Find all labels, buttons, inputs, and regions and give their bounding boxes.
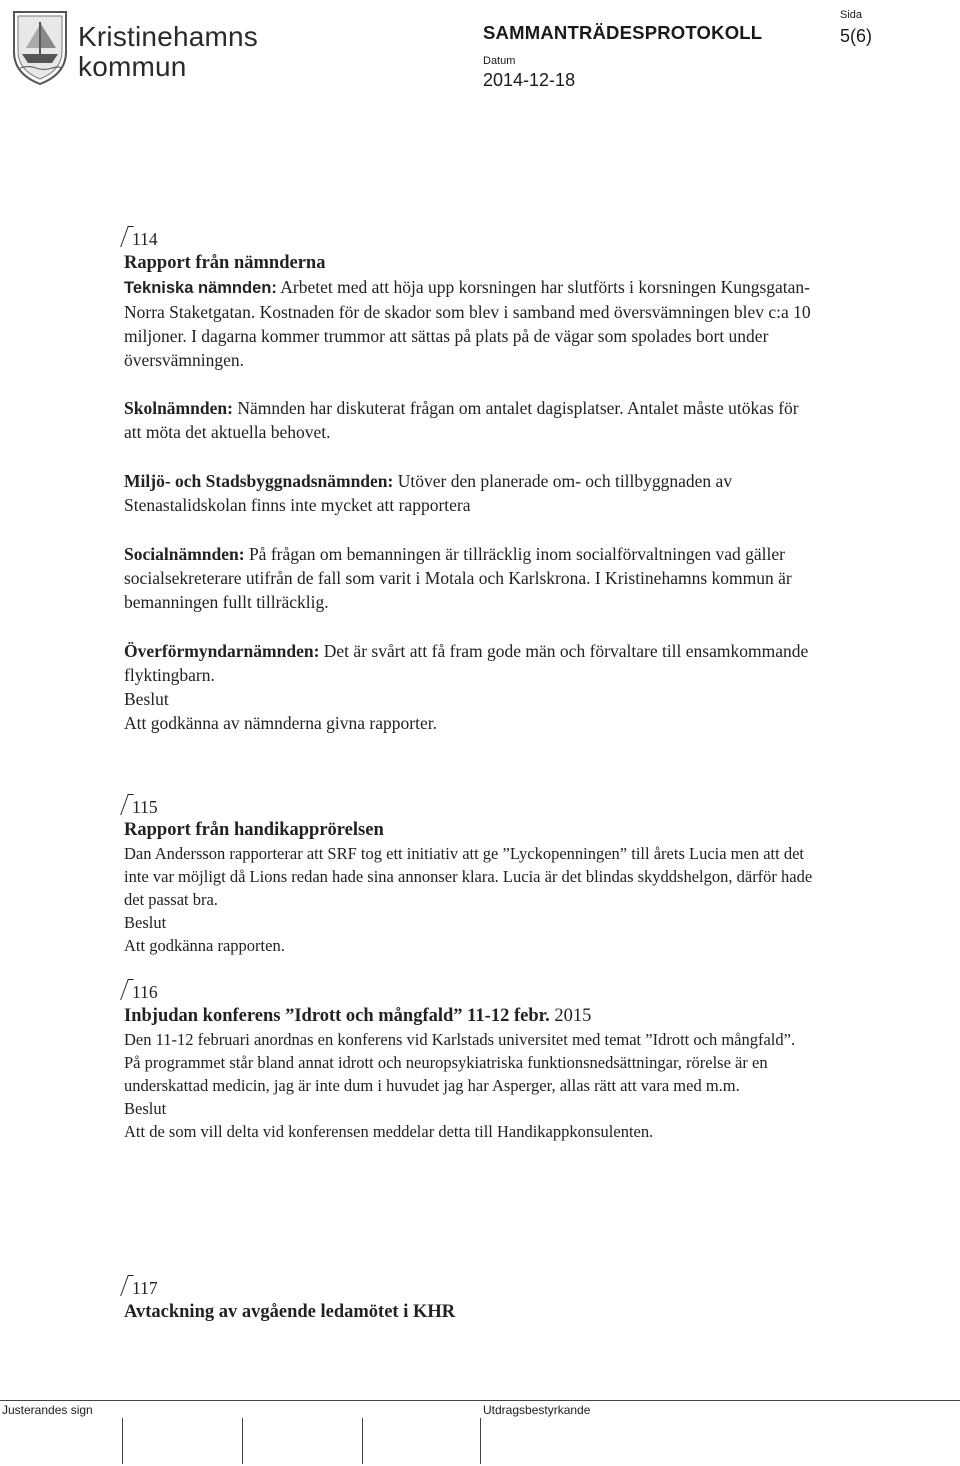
section-number: 116 bbox=[124, 979, 814, 1004]
section-body: Dan Andersson rapporterar att SRF tog ett initiativ att ge ”Lyckopenningen” till årets Lucia men att det inte var möjligt då Lions redan hade sina annonser klara. Lucia är det blindas skyddshelgon, därför hade det passat bra. bbox=[124, 844, 813, 909]
section-number: 117 bbox=[124, 1275, 814, 1300]
section-117 bbox=[124, 1275, 814, 1324]
report-guardianship: Överförmyndarnämnden: Det är svårt att få fram gode män och förvaltare till ensamkommande flyktingbarn. bbox=[124, 641, 809, 685]
decision-label: Beslut bbox=[124, 913, 167, 932]
decision-label: Beslut bbox=[124, 689, 169, 709]
section-title: Rapport från handikapprörelsen bbox=[124, 820, 384, 840]
report-school: Skolnämnden: Nämnden har diskuterat frågan om antalet dagisplatser. Antalet måste utökas för att möta det aktuella behovet. bbox=[124, 398, 799, 442]
municipality-logo bbox=[8, 8, 259, 86]
section-body: Den 11-12 februari anordnas en konferens vid Karlstads universitet med temat ”Idrott och mångfald”. På programmet står bland annat idrott och neuropsykiatriska funktionsnedsättningar, rörelse är en underskattad medicin, jag är inte dum i huvudet jag har Asperger, allas rätt att vara med m.m. bbox=[124, 1030, 796, 1095]
section-116 bbox=[124, 979, 814, 1143]
date-label: Datum bbox=[483, 55, 516, 67]
section-title: Inbjudan konferens ”Idrott och mångfald” 11-12 febr. 2015 bbox=[124, 1006, 592, 1026]
org-name-line1: Kristinehamns bbox=[78, 21, 259, 52]
page-label: Sida bbox=[840, 9, 863, 21]
section-114 bbox=[124, 226, 814, 735]
decision-text: Att godkänna av nämnderna givna rapporter. bbox=[124, 713, 437, 733]
section-title: Avtackning av avgående ledamötet i KHR bbox=[124, 1302, 456, 1322]
footer-divider bbox=[0, 1400, 960, 1401]
ship-seal-icon bbox=[8, 8, 72, 86]
decision-text: Att godkänna rapporten. bbox=[124, 936, 285, 955]
page-number: 5(6) bbox=[840, 26, 873, 46]
org-name-line2: kommun bbox=[78, 51, 187, 82]
section-number: 114 bbox=[124, 226, 814, 251]
report-environment: Miljö- och Stadsbyggnadsnämnden: Utöver den planerade om- och tillbyggnaden av Stenastalidskolan finns inte mycket att rapportera bbox=[124, 471, 733, 515]
date-value: 2014-12-18 bbox=[483, 70, 576, 90]
document-title: SAMMANTRÄDESPROTOKOLL bbox=[483, 22, 763, 43]
report-social: Socialnämnden: På frågan om bemanningen är tillräcklig inom socialförvaltningen vad gäller socialsekreterare utifrån de fall som varit i Motala och Karlskrona. I Kristinehamns kommun är bemanningen fullt tillräcklig. bbox=[124, 544, 792, 612]
sign-label: Justerandes sign bbox=[2, 1403, 93, 1417]
decision-label: Beslut bbox=[124, 1099, 167, 1118]
decision-text: Att de som vill delta vid konferensen meddelar detta till Handikappkonsulenten. bbox=[124, 1122, 654, 1141]
signature-footer bbox=[0, 1400, 960, 1466]
signature-box-divider bbox=[362, 1418, 363, 1464]
section-115 bbox=[124, 794, 814, 957]
section-title: Rapport från nämnderna bbox=[124, 253, 326, 273]
signature-box-divider bbox=[242, 1418, 243, 1464]
signature-box-divider bbox=[480, 1418, 481, 1464]
signature-box-divider bbox=[122, 1418, 123, 1464]
report-technical: Tekniska nämnden: Arbetet med att höja upp korsningen har slutförts i korsningen Kungsgatan-Norra Staketgatan. Kostnaden för de skador som blev i samband med översvämningen blev c:a 10 miljoner. I dagarna kommer trummor att sättas på plats på de vägar som spolades bort under översvämningen. bbox=[124, 277, 811, 370]
certification-label: Utdragsbestyrkande bbox=[483, 1403, 591, 1417]
section-number: 115 bbox=[124, 794, 814, 819]
